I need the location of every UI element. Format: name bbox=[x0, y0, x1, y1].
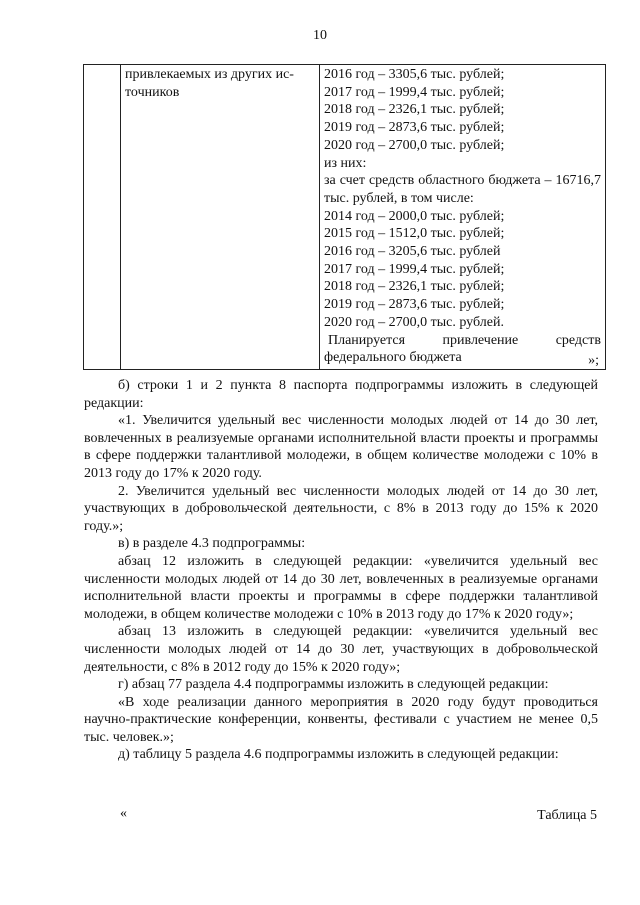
funding-line: 2019 год – 2873,6 тыс. рублей; bbox=[324, 297, 505, 313]
funding-line: за счет средств областного бюджета – 16716,7 тыс. рублей, в том числе: bbox=[324, 173, 601, 206]
funding-line: 2014 год – 2000,0 тыс. рублей; bbox=[324, 208, 505, 224]
label-line: привлекаемых из других ис- bbox=[125, 67, 294, 82]
funding-note: Планируется привлечение средств федерального бюджета bbox=[324, 332, 601, 366]
funding-line: 2017 год – 1999,4 тыс. рублей; bbox=[324, 84, 505, 100]
funding-line: 2018 год – 2326,1 тыс. рублей; bbox=[324, 102, 505, 118]
table-cell-number bbox=[84, 65, 121, 370]
funding-line: 2019 год – 2873,6 тыс. рублей; bbox=[324, 120, 505, 136]
table-cell-label bbox=[121, 65, 320, 370]
page-number: 10 bbox=[313, 28, 327, 43]
label-line: точников bbox=[125, 84, 180, 100]
paragraph: в) в разделе 4.3 подпрограммы: bbox=[118, 536, 306, 552]
funding-line: 2020 год – 2700,0 тыс. рублей; bbox=[324, 137, 505, 153]
table-cell-funding bbox=[320, 65, 606, 370]
paragraph: г) абзац 77 раздела 4.4 подпрограммы изложить в следующей редакции: bbox=[118, 677, 549, 693]
paragraph: б) строки 1 и 2 пункта 8 паспорта подпрограммы изложить в следующей редакции: bbox=[84, 378, 598, 411]
funding-line: 2020 год – 2700,0 тыс. рублей. bbox=[324, 314, 504, 330]
paragraph: д) таблицу 5 раздела 4.6 подпрограммы изложить в следующей редакции: bbox=[118, 747, 559, 763]
paragraph: 2. Увеличится удельный вес численности молодых людей от 14 до 30 лет, участвующих в добровольческой деятельности, с 8% в 2013 году до 15% к 2020 году.»; bbox=[84, 483, 598, 534]
paragraph: «В ходе реализации данного мероприятия в 2020 году будут проводиться научно-практические конференции, конвенты, фестивали с участием не менее 0,5 тыс. человек.»; bbox=[84, 694, 598, 745]
funding-line: 2016 год – 3305,6 тыс. рублей; bbox=[324, 67, 505, 82]
closing-quote: »; bbox=[588, 353, 599, 368]
funding-line: 2015 год – 1512,0 тыс. рублей; bbox=[324, 226, 505, 242]
table-row bbox=[84, 65, 606, 370]
body-text bbox=[84, 377, 598, 764]
open-quote: « bbox=[120, 806, 127, 821]
paragraph: «1. Увеличится удельный вес численности молодых людей от 14 до 30 лет, вовлеченных в реализуемые органами исполнительной власти проекты и программы в сфере поддержки талантливой молодежи, в общем количестве молодежи с 10% в 2013 году до 17% к 2020 году. bbox=[84, 413, 598, 481]
funding-line: 2016 год – 3205,6 тыс. рублей bbox=[324, 244, 501, 260]
table-caption: Таблица 5 bbox=[537, 808, 597, 823]
paragraph: абзац 13 изложить в следующей редакции: «увеличится удельный вес численности молодых людей от 14 до 30 лет, участвующих в добровольческой деятельности, с 8% в 2012 году до 15% к 2020 году»; bbox=[84, 624, 598, 675]
funding-line: 2017 год – 1999,4 тыс. рублей; bbox=[324, 261, 505, 277]
paragraph: абзац 12 изложить в следующей редакции: «увеличится удельный вес численности молодых людей от 14 до 30 лет, вовлеченных в реализуемые органами исполнительной власти проекты и программы в сфере поддержки талантливой молодежи, в общем количестве молодежи с 10% в 2013 году до 17% к 2020 году»; bbox=[84, 553, 598, 622]
funding-table bbox=[83, 64, 606, 370]
funding-line: 2018 год – 2326,1 тыс. рублей; bbox=[324, 279, 505, 295]
funding-line: из них: bbox=[324, 155, 367, 171]
